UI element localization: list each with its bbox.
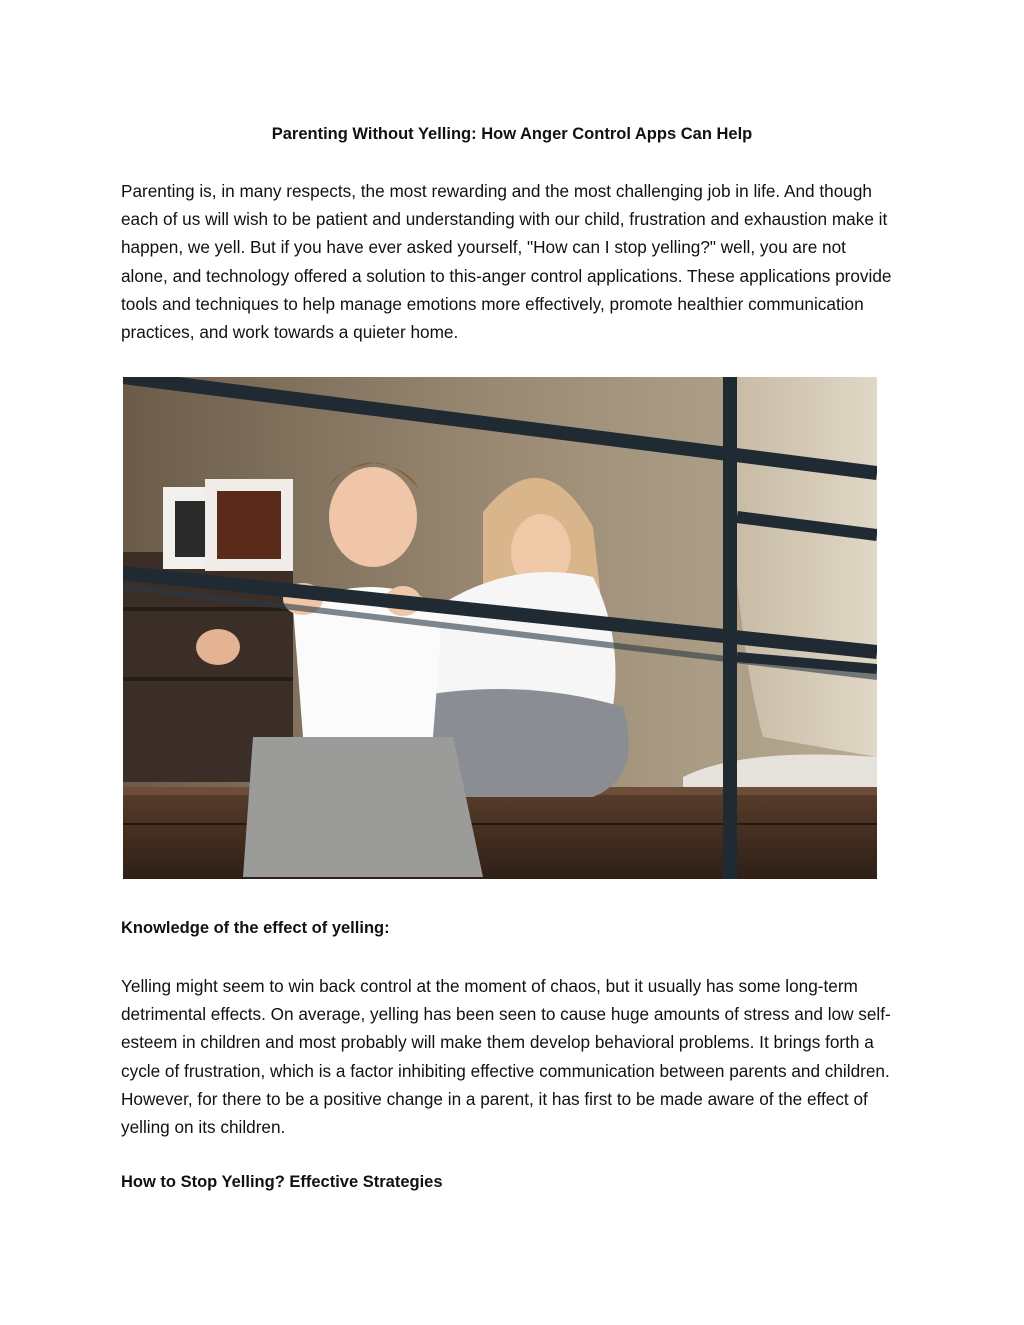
section-heading-effect-of-yelling: Knowledge of the effect of yelling:	[121, 919, 390, 937]
photo-mother-and-son-at-railing	[123, 377, 877, 879]
effect-of-yelling-paragraph: Yelling might seem to win back control at the moment of chaos, but it usually has some long-term detrimental effects. On average, yelling has been seen to cause huge amounts of stress and low self-esteem in children and most probably will make them develop behavioral problems. It brings forth a cycle of frustration, which is a factor inhibiting effective communication between parents and children. However, for there to be a positive change in a parent, it has first to be made aware of the effect of yelling on its children.	[121, 976, 891, 1138]
intro-paragraph: Parenting is, in many respects, the most rewarding and the most challenging job in life. And though each of us will wish to be patient and understanding with our child, frustration and exhaustion make it happen, we yell. But if you have ever asked yourself, "How can I stop yelling?" well, you are not alone, and technology offered a solution to this-anger control applications. These applications provide tools and techniques to help manage emotions more effectively, promote healthier communication practices, and work towards a quieter home.	[121, 181, 892, 343]
document-title: Parenting Without Yelling: How Anger Control Apps Can Help	[271, 125, 753, 143]
section-heading-how-to-stop-yelling: How to Stop Yelling? Effective Strategies	[121, 1173, 443, 1191]
